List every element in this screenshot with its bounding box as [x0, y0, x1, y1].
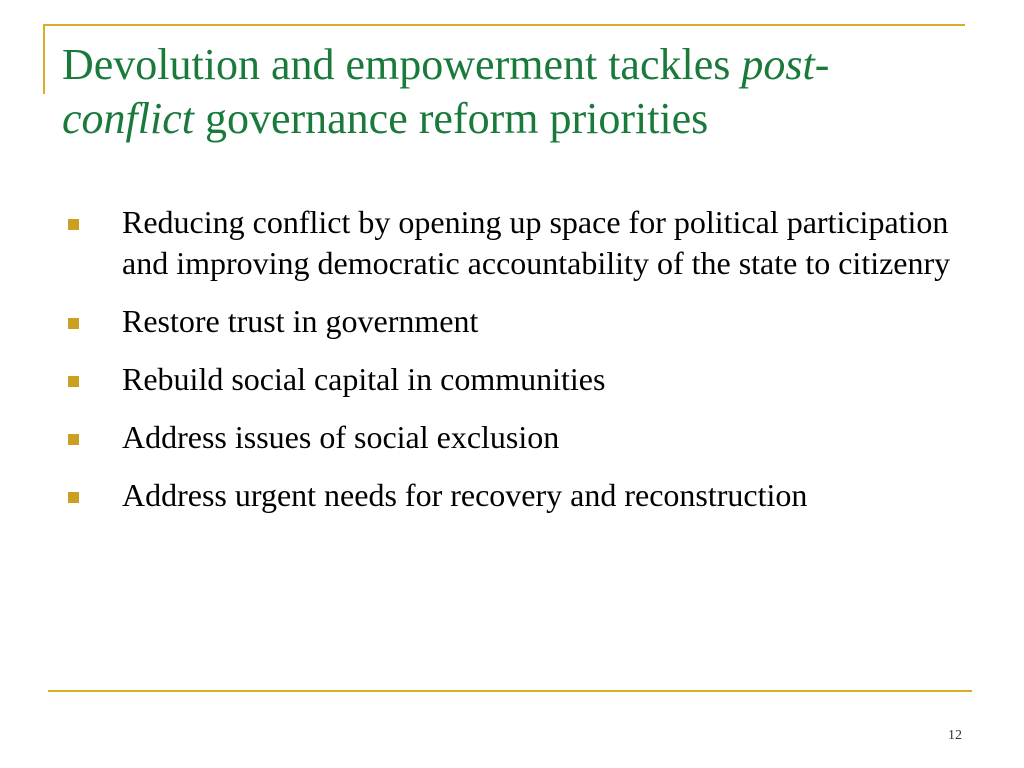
square-bullet-icon	[68, 434, 79, 445]
square-bullet-icon	[68, 376, 79, 387]
bullet-text: Address issues of social exclusion	[122, 419, 560, 455]
bullet-item	[68, 475, 968, 516]
bullet-item	[68, 359, 968, 400]
title-frame-left-rule	[43, 24, 45, 94]
title-part-2: governance reform priorities	[193, 94, 709, 143]
bullet-text: Rebuild social capital in communities	[122, 361, 606, 397]
title-italic-2: conflict	[62, 94, 194, 143]
slide-title	[62, 38, 982, 146]
bullet-item	[68, 417, 968, 458]
bullet-text: Reducing conflict by opening up space for political participation and improving democratic accountability of the state to citizenry	[122, 204, 951, 281]
square-bullet-icon	[68, 492, 79, 503]
title-frame-top-rule	[43, 24, 965, 26]
page-number: 12	[948, 728, 962, 743]
bullet-text: Address urgent needs for recovery and reconstruction	[122, 477, 808, 513]
bullet-list	[68, 202, 968, 533]
bullet-item	[68, 301, 968, 342]
bullet-text: Restore trust in government	[122, 303, 479, 339]
square-bullet-icon	[68, 219, 79, 230]
square-bullet-icon	[68, 318, 79, 329]
bullet-item	[68, 202, 968, 284]
title-italic-1: post-	[741, 40, 830, 89]
title-part-1: Devolution and empowerment tackles	[62, 40, 742, 89]
footer-rule	[48, 690, 972, 692]
